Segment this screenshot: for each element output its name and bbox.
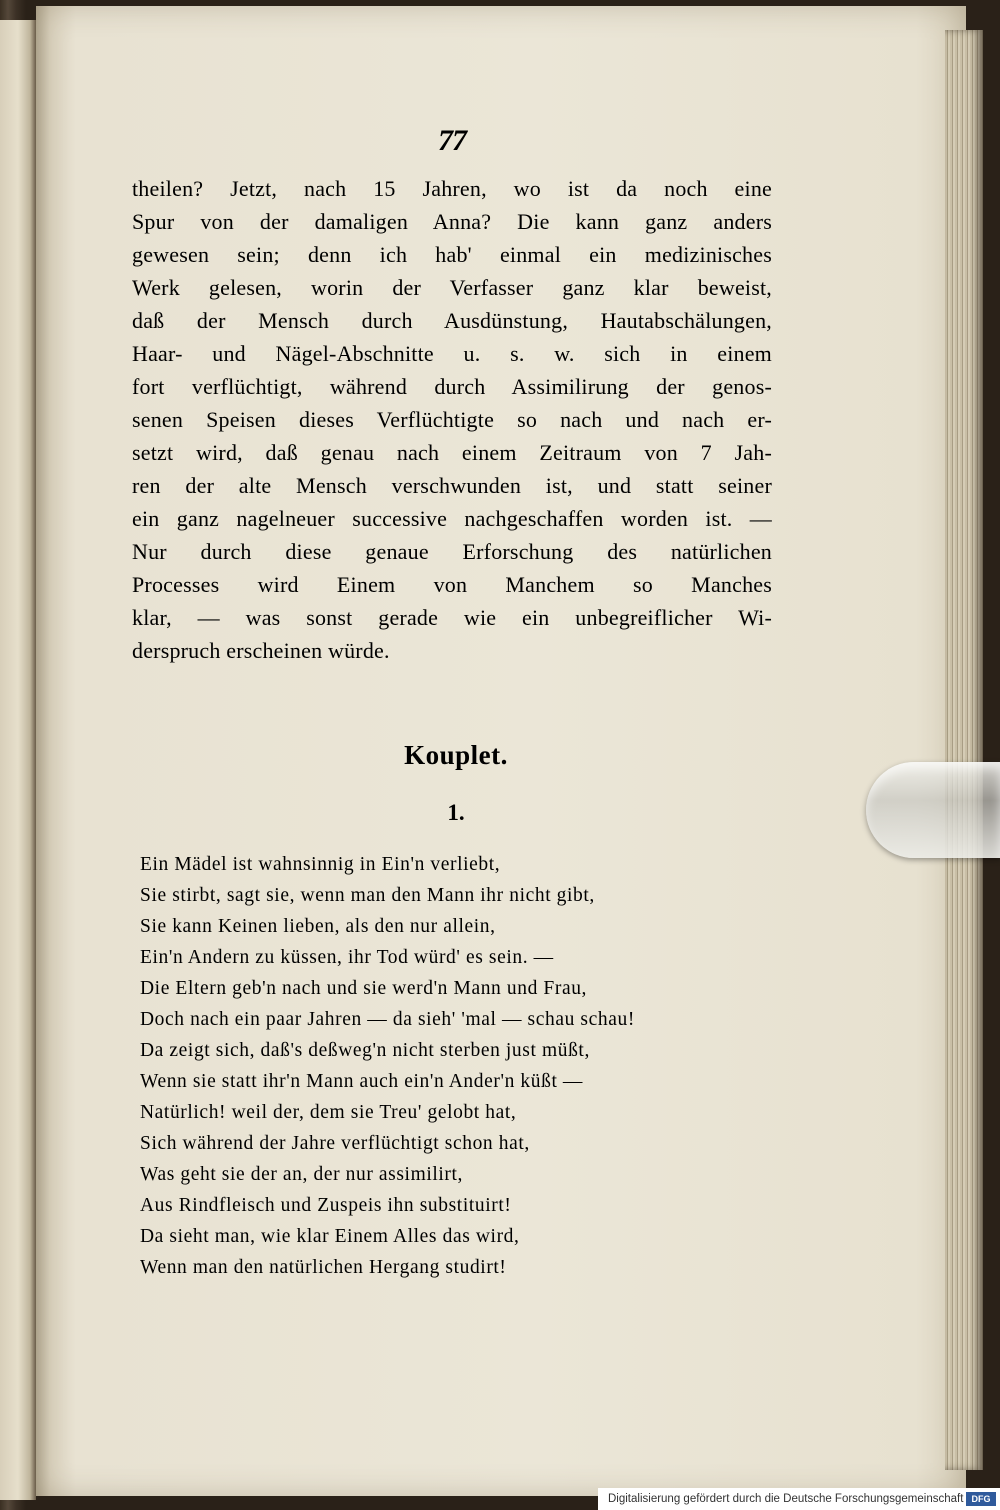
verse-line: Da zeigt sich, daß's deßweg'n nicht sterben just müßt, (140, 1040, 590, 1061)
prose-line: ein ganz nagelneuer successive nachgeschaffen worden ist. — (132, 506, 772, 531)
prose-paragraph (132, 172, 772, 667)
verse-line: Wenn man den natürlichen Hergang studirt! (140, 1257, 507, 1278)
prose-line: fort verflüchtigt, während durch Assimilirung der genos- (132, 374, 772, 399)
credit-text: Digitalisierung gefördert durch die Deutsche Forschungsgemeinschaft (608, 1493, 964, 1505)
verse-stanza (140, 849, 780, 1283)
page-holder-clip (866, 762, 1000, 858)
verse-line: Doch nach ein paar Jahren — da sieh' 'mal — schau schau! (140, 1009, 635, 1030)
prose-line: klar, — was sonst gerade wie ein unbegreiflicher Wi- (132, 605, 772, 630)
verse-line: Die Eltern geb'n nach und sie werd'n Mann und Frau, (140, 978, 588, 999)
prose-line: Processes wird Einem von Manchem so Manches (132, 572, 772, 597)
verse-line: Wenn sie statt ihr'n Mann auch ein'n Ander'n küßt — (140, 1071, 584, 1092)
prose-line: Haar- und Nägel-Abschnitte u. s. w. sich in einem (132, 341, 772, 366)
prose-line: ren der alte Mensch verschwunden ist, und statt seiner (132, 473, 772, 498)
verse-line: Natürlich! weil der, dem sie Treu' gelobt hat, (140, 1102, 517, 1123)
prose-line: Nur durch diese genaue Erforschung des natürlichen (132, 539, 772, 564)
digitization-credit (598, 1488, 1000, 1510)
section-heading: Kouplet. (404, 740, 508, 770)
prose-line: setzt wird, daß genau nach einem Zeitraum von 7 Jah- (132, 440, 772, 465)
prose-line: theilen? Jetzt, nach 15 Jahren, wo ist da noch eine (132, 176, 772, 201)
verse-number: 1. (447, 800, 465, 825)
verse-line: Sich während der Jahre verflüchtigt schon hat, (140, 1133, 530, 1154)
page-stack-edge (945, 30, 983, 1470)
verse-line: Da sieht man, wie klar Einem Alles das wird, (140, 1226, 520, 1247)
verse-line: Ein Mädel ist wahnsinnig in Ein'n verliebt, (140, 854, 501, 875)
page-number: 77 (438, 124, 466, 157)
dfg-logo: DFG (966, 1492, 996, 1506)
prose-line: Werk gelesen, worin der Verfasser ganz klar beweist, (132, 275, 772, 300)
verse-line: Sie stirbt, sagt sie, wenn man den Mann ihr nicht gibt, (140, 885, 595, 906)
prose-line: derspruch erscheinen würde. (132, 638, 390, 663)
verse-line: Ein'n Andern zu küssen, ihr Tod würd' es sein. — (140, 947, 554, 968)
book-page (36, 6, 966, 1496)
prose-line: daß der Mensch durch Ausdünstung, Hautabschälungen, (132, 308, 772, 333)
verse-line: Aus Rindfleisch und Zuspeis ihn substituirt! (140, 1195, 512, 1216)
verse-line: Was geht sie der an, der nur assimilirt, (140, 1164, 463, 1185)
previous-page-edge (0, 20, 36, 1500)
prose-line: Spur von der damaligen Anna? Die kann ganz anders (132, 209, 772, 234)
verse-line: Sie kann Keinen lieben, als den nur allein, (140, 916, 496, 937)
prose-line: senen Speisen dieses Verflüchtigte so nach und nach er- (132, 407, 772, 432)
prose-line: gewesen sein; denn ich hab' einmal ein medizinisches (132, 242, 772, 267)
